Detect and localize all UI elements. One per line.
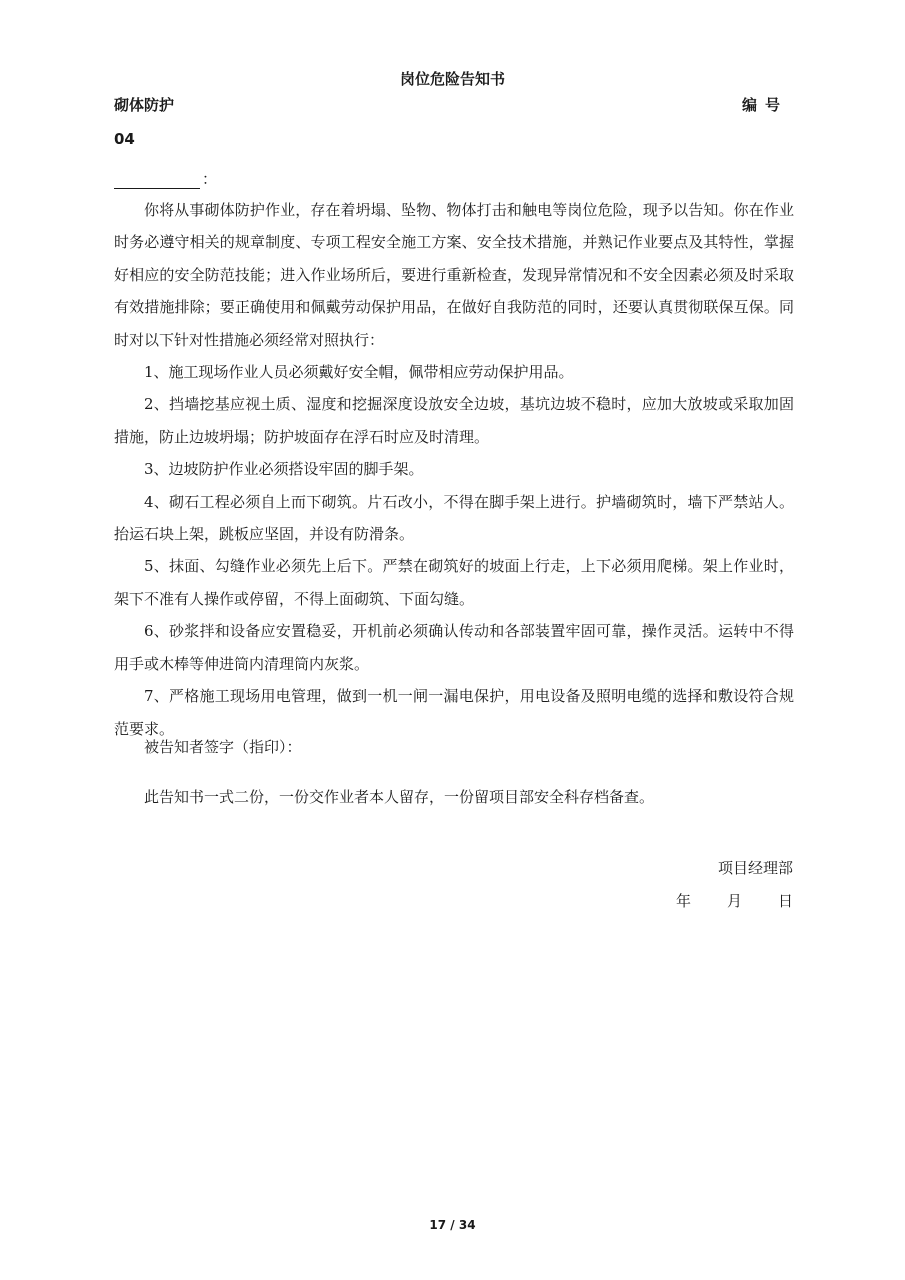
measure-item-6: 6、砂浆拌和设备应安置稳妥，开机前必须确认传动和各部装置牢固可靠，操作灵活。运转中不得用手或木棒等伸进筒内清理筒内灰浆。 [114,622,794,673]
signature-line: 被告知者签字（指印）： [144,738,302,756]
number-label: 编号 [741,96,788,114]
date-line [676,890,793,911]
recipient-blank [114,168,217,189]
notice-body [114,194,794,745]
copies-note: 此告知书一式二份，一份交作业者本人留存，一份留项目部安全科存档备查。 [144,788,655,806]
measure-item-2: 2、挡墙挖基应视土质、湿度和挖掘深度设放安全边坡，基坑边坡不稳时，应加大放坡或采取加固措施，防止边坡坍塌；防护坡面存在浮石时应及时清理。 [114,395,794,446]
measure-item-3: 3、边坡防护作业必须搭设牢固的脚手架。 [144,460,424,479]
number-value: 04 [114,130,135,148]
date-year: 年 [675,892,691,910]
measure-item-1: 1、施工现场作业人员必须戴好安全帽，佩带相应劳动保护用品。 [144,363,574,382]
measure-item-4: 4、砌石工程必须自上而下砌筑。片石改小，不得在脚手架上进行。护墙砌筑时，墙下严禁站人。抬运石块上架，跳板应坚固，并设有防滑条。 [114,492,794,544]
intro-paragraph: 你将从事砌体防护作业，存在着坍塌、坠物、物体打击和触电等岗位危险，现予以告知。你在作业时务必遵守相关的规章制度、专项工程安全施工方案、安全技术措施，并熟记作业要点及其特性，掌握好相应的安全防范技能；进入作业场所后，要进行重新检查，发现异常情况和不安全因素必须及时采取有效措施排除；要正确使用和佩戴劳动保护用品，在做好自我防范的同时，还要认真贯彻联保互保。同时对以下针对性措施必须经常对照执行： [114,201,794,349]
measure-item-5: 5、抹面、勾缝作业必须先上后下。严禁在砌筑好的坡面上行走，上下必须用爬梯。架上作业时，架下不准有人操作或停留，不得上面砌筑、下面勾缝。 [114,557,794,608]
document-title: 岗位危险告知书 [399,70,505,88]
document-subject: 砌体防护 [114,96,175,114]
recipient-colon: ： [202,170,218,188]
department-name: 项目经理部 [717,859,793,877]
measure-item-7: 7、严格施工现场用电管理，做到一机一闸一漏电保护，用电设备及照明电缆的选择和敷设符合规范要求。 [114,687,794,738]
recipient-underline [114,174,200,189]
date-month: 月 [726,892,742,910]
date-day: 日 [777,892,793,910]
page-indicator: 17 / 34 [429,1218,476,1232]
